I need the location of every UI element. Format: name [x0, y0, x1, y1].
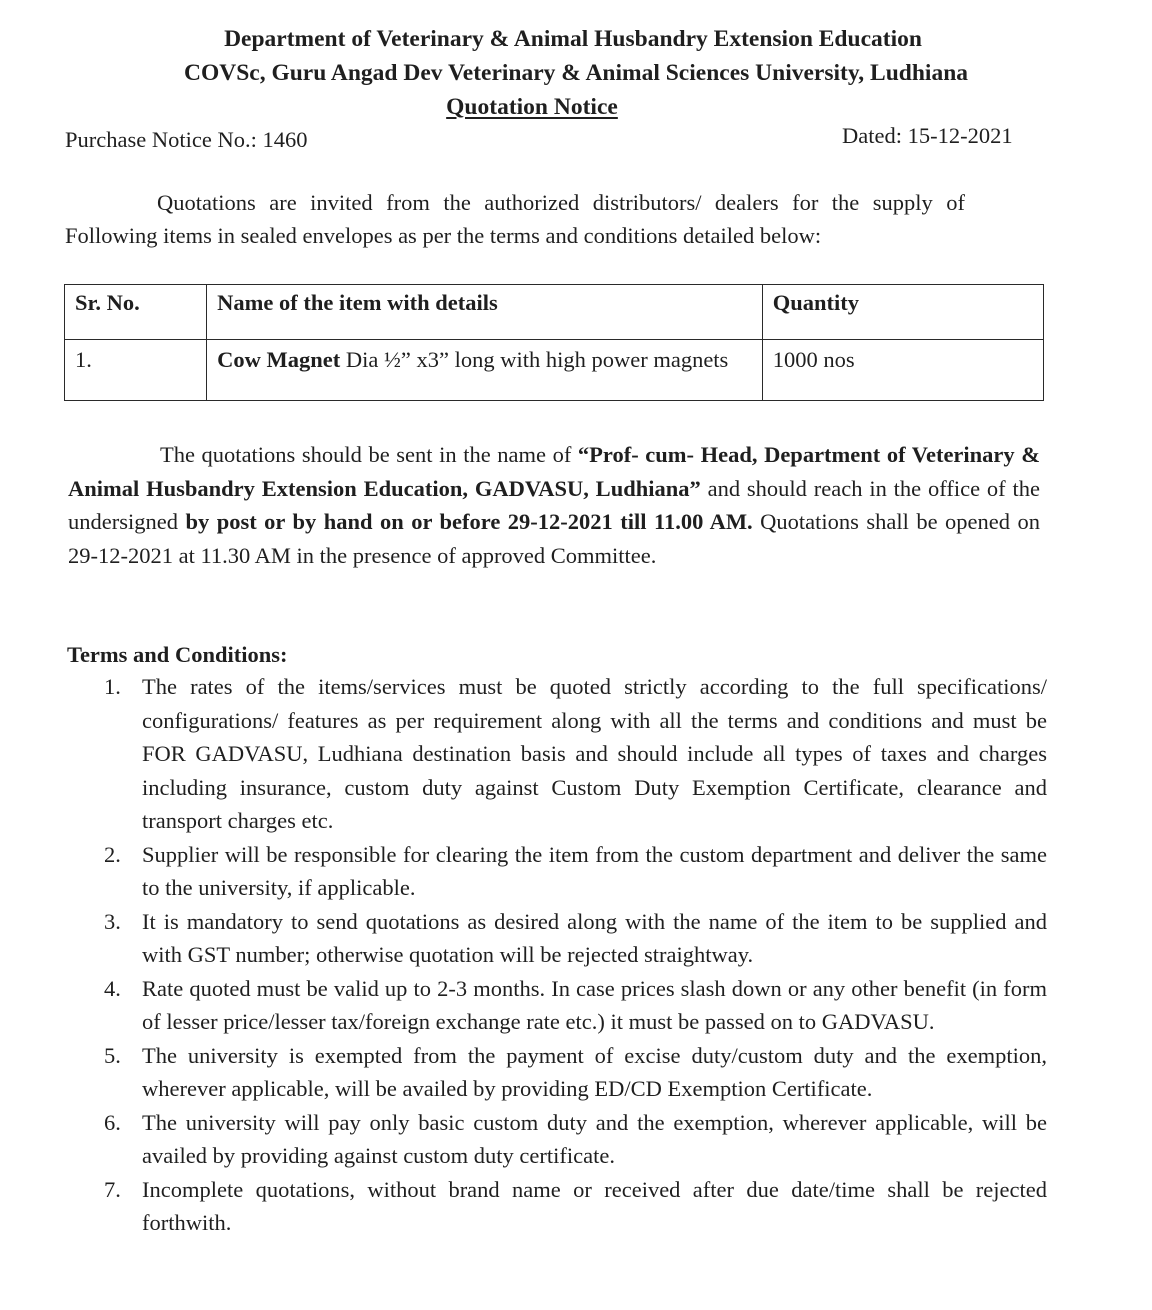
- terms-heading: Terms and Conditions:: [67, 642, 288, 667]
- term-number: 2.: [104, 841, 121, 867]
- intro-paragraph: Quotations are invited from the authorized distributors/ dealers for the supply of Following items in sealed envelopes as per the terms and conditions detailed below:: [65, 190, 965, 248]
- header-sr-no: Sr. No.: [65, 285, 207, 340]
- list-item: [104, 1173, 1047, 1240]
- notice-title: [0, 90, 1108, 124]
- table-header-row: [65, 285, 1044, 340]
- term-text: The university will pay only basic custom duty and the exemption, wherever applicable, will be availed by providing against custom duty certificate.: [142, 1109, 1047, 1168]
- submission-text-1: The quotations should be sent in the name of: [160, 442, 578, 467]
- cell-quantity: 1000 nos: [762, 340, 1043, 401]
- submission-text-3: Quotations shall be opened on 29-12-2021 at 11.30 AM in the presence of approved Committee.: [68, 509, 1040, 568]
- list-item: [104, 670, 1047, 838]
- notice-title-text: Quotation Notice: [446, 94, 618, 120]
- submission-deadline: by post or by hand on or before 29-12-2021 till 11.00 AM.: [185, 509, 753, 534]
- term-number: 6.: [104, 1109, 121, 1135]
- cell-item-name: [207, 340, 763, 401]
- addressee-name: “Prof- cum- Head, Department of Veterinary & Animal Husbandry Extension Education, GADVASU, Ludhiana”: [68, 442, 1040, 501]
- list-item: [104, 838, 1047, 905]
- list-item: [104, 1039, 1047, 1106]
- item-details: Dia ½” x3” long with high power magnets: [340, 347, 729, 372]
- terms-list: [104, 670, 1047, 1240]
- term-text: Incomplete quotations, without brand name or received after due date/time shall be rejected forthwith.: [142, 1176, 1047, 1235]
- term-text: Supplier will be responsible for clearing the item from the custom department and deliver the same to the university, if applicable.: [142, 841, 1047, 900]
- header-quantity: Quantity: [762, 285, 1043, 340]
- list-item: [104, 1106, 1047, 1173]
- header-item-name: Name of the item with details: [207, 285, 763, 340]
- item-name-bold: Cow Magnet: [217, 347, 341, 372]
- term-text: The rates of the items/services must be quoted strictly according to the full specifications/ configurations/ features as per requirement along with all the terms and conditions and must be FOR GADVASU, Ludhiana destination basis and should include all types of taxes and charges including insurance, custom duty against Custom Duty Exemption Certificate, clearance and transport charges etc.: [142, 674, 1047, 833]
- list-item: [104, 905, 1047, 972]
- term-number: 5.: [104, 1042, 121, 1068]
- term-text: Rate quoted must be valid up to 2-3 months. In case prices slash down or any other benefit (in form of lesser price/lesser tax/foreign exchange rate etc.) it must be passed on to GADVASU.: [142, 975, 1047, 1034]
- term-text: The university is exempted from the payment of excise duty/custom duty and the exemption, wherever applicable, will be availed by providing ED/CD Exemption Certificate.: [142, 1042, 1047, 1101]
- purchase-notice-number: Purchase Notice No.: 1460: [65, 127, 308, 152]
- term-number: 7.: [104, 1176, 121, 1202]
- submission-text-2: and should reach in the office of the undersigned: [68, 475, 1040, 534]
- table-row: [65, 340, 1044, 401]
- term-number: 3.: [104, 908, 121, 934]
- items-table: [64, 284, 1044, 401]
- term-text: It is mandatory to send quotations as desired along with the name of the item to be supplied and with GST number; otherwise quotation will be rejected straightway.: [142, 908, 1047, 967]
- department-heading: Department of Veterinary & Animal Husbandry Extension Education: [224, 26, 922, 52]
- notice-date: Dated: 15-12-2021: [842, 123, 1013, 148]
- term-number: 4.: [104, 975, 121, 1001]
- cell-sr-no: 1.: [65, 340, 207, 401]
- university-heading: COVSc, Guru Angad Dev Veterinary & Animal Sciences University, Ludhiana: [183, 60, 969, 86]
- list-item: [104, 972, 1047, 1039]
- term-number: 1.: [104, 674, 121, 699]
- submission-paragraph: [68, 438, 1040, 572]
